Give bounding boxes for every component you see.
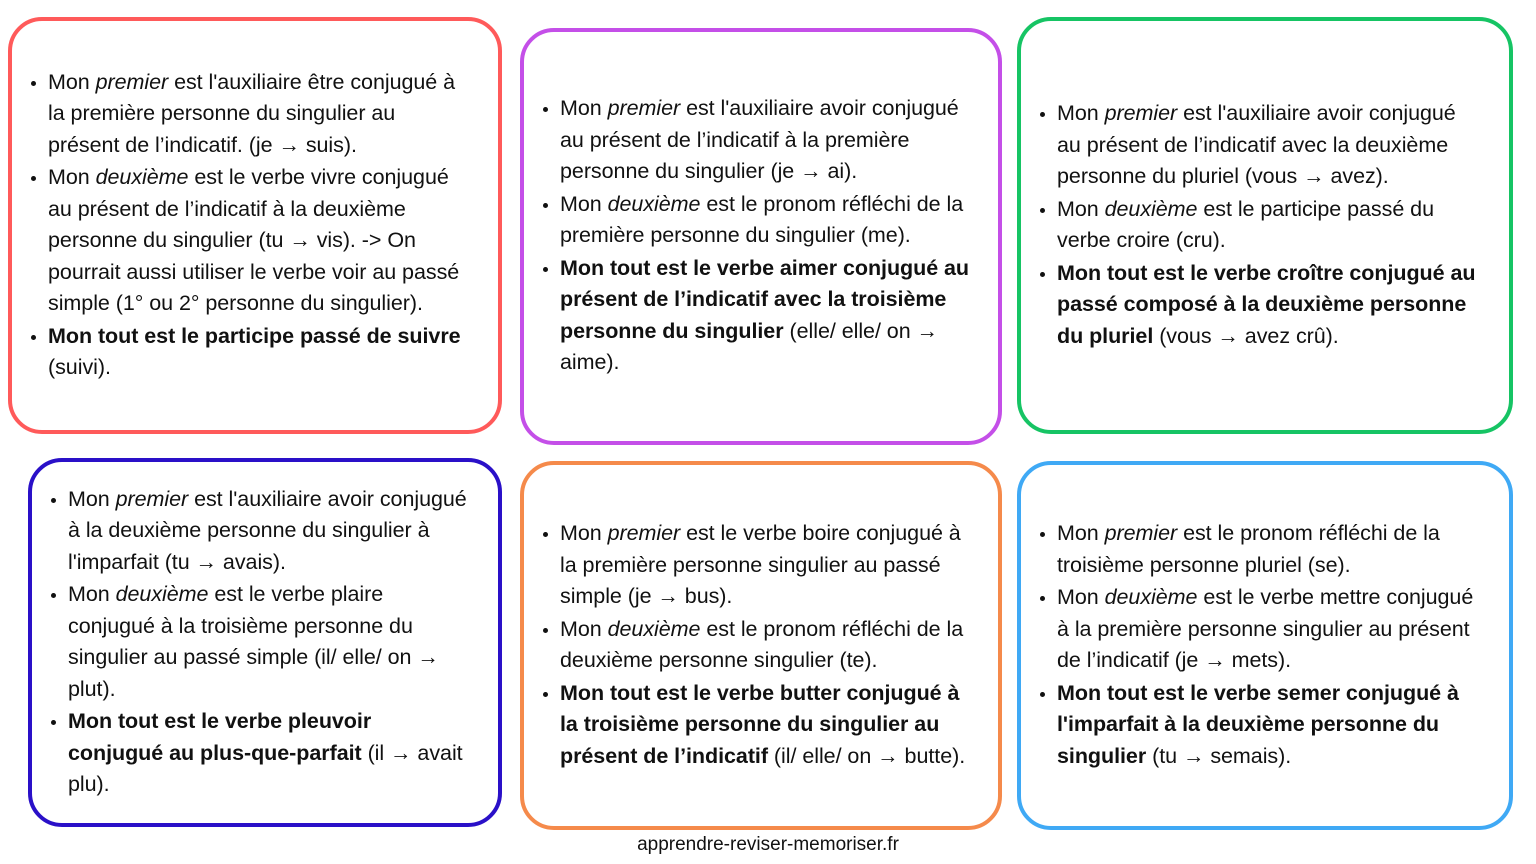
charade-bullet: [538, 614, 972, 677]
plain-text: Mon: [1057, 196, 1105, 221]
emphasis-text: premier: [607, 521, 681, 545]
plain-text: (vous → avez crû).: [1153, 323, 1339, 348]
charade-bullet: [46, 579, 472, 705]
charade-bullet: [538, 518, 972, 613]
charade-bullet: [1035, 582, 1483, 677]
plain-text: (suivi).: [48, 355, 111, 379]
answer-text: Mon tout est le verbe croître conjugué au passé composé à la deuxième personne du pluriel: [1057, 260, 1476, 348]
plain-text: est le verbe boire conjugué à la première personne singulier au passé simple (je → bus).: [560, 521, 961, 608]
source-credit: apprendre-reviser-memoriser.fr: [637, 834, 899, 855]
emphasis-text: deuxième: [607, 616, 701, 641]
plain-text: est le pronom réfléchi de la première personne du singulier (me).: [560, 191, 964, 248]
emphasis-text: deuxième: [1104, 585, 1198, 609]
plain-text: est le pronom réfléchi de la troisième personne pluriel (se).: [1057, 521, 1440, 577]
emphasis-text: premier: [1104, 521, 1178, 545]
emphasis-text: deuxième: [95, 165, 189, 189]
plain-text: est l'auxiliaire avoir conjugué au présent de l’indicatif avec la deuxième personne du pluriel (vous → avez).: [1057, 101, 1456, 188]
emphasis-text: premier: [95, 69, 169, 94]
plain-text: est le verbe plaire conjugué à la troisième personne du singulier au passé simple (il/ elle/ on → plut).: [68, 582, 439, 701]
charade-bullet: [46, 706, 472, 801]
charade-list: [32, 484, 498, 802]
charade-card-card-avez-cru: [1017, 17, 1513, 434]
charade-bullet: [26, 321, 472, 384]
charade-bullet: [46, 484, 472, 579]
charade-list: [1021, 98, 1509, 353]
charade-list: [524, 518, 998, 773]
plain-text: (il → avait plu).: [68, 740, 463, 796]
charade-card-card-butte: [520, 461, 1002, 830]
charade-bullet: [26, 67, 472, 162]
charade-bullet: [538, 678, 972, 773]
charade-bullet: [1035, 518, 1483, 581]
charade-bullet: [1035, 194, 1483, 257]
plain-text: Mon: [560, 96, 608, 121]
charade-card-card-suivi: [8, 17, 502, 434]
plain-text: Mon: [48, 165, 96, 189]
plain-text: est le verbe vivre conjugué au présent de l’indicatif à la deuxième personne du singulier (tu → vis). -> On pourrait aussi utiliser le verbe voir au passé simple (1° ou 2° personne du singulier).: [48, 165, 460, 315]
plain-text: (il/ elle/ on → butte).: [767, 743, 966, 768]
charade-bullet: [1035, 98, 1483, 193]
plain-text: (tu → semais).: [1146, 743, 1292, 768]
charade-card-card-avait-plu: [28, 458, 502, 827]
plain-text: est l'auxiliaire avoir conjugué à la deuxième personne du singulier à l'imparfait (tu → avais).: [68, 486, 467, 574]
plain-text: est l'auxiliaire avoir conjugué au présent de l’indicatif à la première personne du singulier (je → ai).: [560, 96, 959, 184]
charade-bullet: [1035, 678, 1483, 773]
plain-text: Mon: [68, 486, 116, 511]
plain-text: (elle/ elle/ on → aime).: [560, 318, 938, 375]
answer-text: Mon tout est le verbe semer conjugué à l'imparfait à la deuxième personne du singulier: [1057, 680, 1459, 768]
plain-text: est le verbe mettre conjugué à la première personne singulier au présent de l’indicatif (je → mets).: [1057, 585, 1474, 672]
charade-card-card-aime: [520, 28, 1002, 445]
plain-text: Mon: [1057, 521, 1105, 545]
answer-text: Mon tout est le verbe aimer conjugué au présent de l’indicatif avec la troisième personne du singulier: [560, 255, 970, 343]
emphasis-text: deuxième: [1104, 196, 1198, 221]
charade-bullet: [538, 253, 972, 379]
charade-bullet: [538, 189, 972, 252]
charade-list: [12, 67, 498, 385]
plain-text: est l'auxiliaire être conjugué à la première personne du singulier au présent de l’indicatif. (je → suis).: [48, 69, 456, 157]
emphasis-text: premier: [607, 96, 681, 121]
emphasis-text: premier: [1104, 101, 1178, 125]
plain-text: Mon: [560, 616, 608, 641]
charade-list: [524, 93, 998, 380]
charade-list: [1021, 518, 1509, 773]
plain-text: est le pronom réfléchi de la deuxième personne singulier (te).: [560, 616, 964, 672]
charade-bullet: [538, 93, 972, 188]
charade-bullet: [1035, 258, 1483, 353]
emphasis-text: deuxième: [607, 191, 701, 216]
plain-text: Mon: [560, 191, 608, 216]
plain-text: Mon: [1057, 101, 1105, 125]
emphasis-text: premier: [115, 486, 189, 511]
plain-text: est le participe passé du verbe croire (cru).: [1057, 196, 1434, 252]
emphasis-text: deuxième: [115, 582, 209, 606]
answer-text: Mon tout est le verbe butter conjugué à la troisième personne du singulier au présent de l’indicatif: [560, 680, 960, 768]
answer-text: Mon tout est le verbe pleuvoir conjugué au plus-que-parfait: [68, 709, 372, 765]
plain-text: Mon: [560, 521, 608, 545]
charade-bullet: [26, 162, 472, 320]
plain-text: Mon: [1057, 585, 1105, 609]
plain-text: Mon: [68, 582, 116, 606]
answer-text: Mon tout est le participe passé de suivre: [48, 323, 461, 348]
plain-text: Mon: [48, 69, 96, 94]
charade-card-card-semais: [1017, 461, 1513, 830]
